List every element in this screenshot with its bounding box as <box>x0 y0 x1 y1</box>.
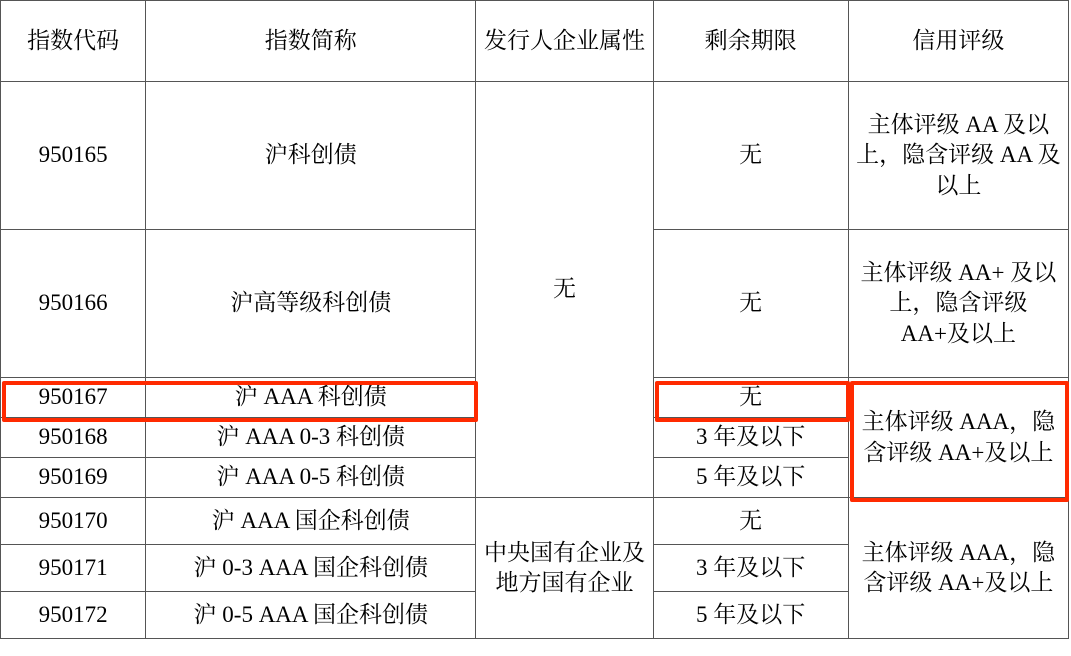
cell-code: 950170 <box>1 498 146 545</box>
header-cell-name: 指数简称 <box>146 1 476 82</box>
cell-code: 950171 <box>1 545 146 592</box>
cell-term: 5 年及以下 <box>653 458 848 498</box>
table-header-row <box>1 1 1069 82</box>
table-row <box>1 498 1069 545</box>
cell-term: 无 <box>653 498 848 545</box>
cell-attr-merged-top: 无 <box>476 82 653 498</box>
table-row <box>1 82 1069 230</box>
header-cell-rating: 信用评级 <box>848 1 1068 82</box>
cell-code: 950165 <box>1 82 146 230</box>
cell-term: 3 年及以下 <box>653 545 848 592</box>
cell-name: 沪 AAA 科创债 <box>146 378 476 418</box>
cell-rating-merged-aaa: 主体评级 AAA，隐含评级 AA+及以上 <box>848 378 1068 498</box>
cell-name: 沪科创债 <box>146 82 476 230</box>
cell-rating-merged-soe: 主体评级 AAA，隐含评级 AA+及以上 <box>848 498 1068 639</box>
cell-rating: 主体评级 AA+ 及以上，隐含评级 AA+及以上 <box>848 230 1068 378</box>
cell-code: 950168 <box>1 418 146 458</box>
cell-code: 950169 <box>1 458 146 498</box>
cell-code: 950166 <box>1 230 146 378</box>
cell-term: 无 <box>653 378 848 418</box>
cell-rating: 主体评级 AA 及以上，隐含评级 AA 及以上 <box>848 82 1068 230</box>
cell-name: 沪 AAA 0-3 科创债 <box>146 418 476 458</box>
cell-code: 950167 <box>1 378 146 418</box>
cell-term: 无 <box>653 230 848 378</box>
cell-name: 沪 AAA 国企科创债 <box>146 498 476 545</box>
cell-code: 950172 <box>1 592 146 639</box>
cell-name: 沪 0-3 AAA 国企科创债 <box>146 545 476 592</box>
cell-name: 沪 AAA 0-5 科创债 <box>146 458 476 498</box>
header-cell-term: 剩余期限 <box>653 1 848 82</box>
cell-term: 3 年及以下 <box>653 418 848 458</box>
cell-term: 5 年及以下 <box>653 592 848 639</box>
header-cell-code: 指数代码 <box>1 1 146 82</box>
cell-name: 沪 0-5 AAA 国企科创债 <box>146 592 476 639</box>
cell-name: 沪高等级科创债 <box>146 230 476 378</box>
header-cell-attr: 发行人企业属性 <box>476 1 653 82</box>
cell-attr-merged-bottom: 中央国有企业及地方国有企业 <box>476 498 653 639</box>
cell-term: 无 <box>653 82 848 230</box>
